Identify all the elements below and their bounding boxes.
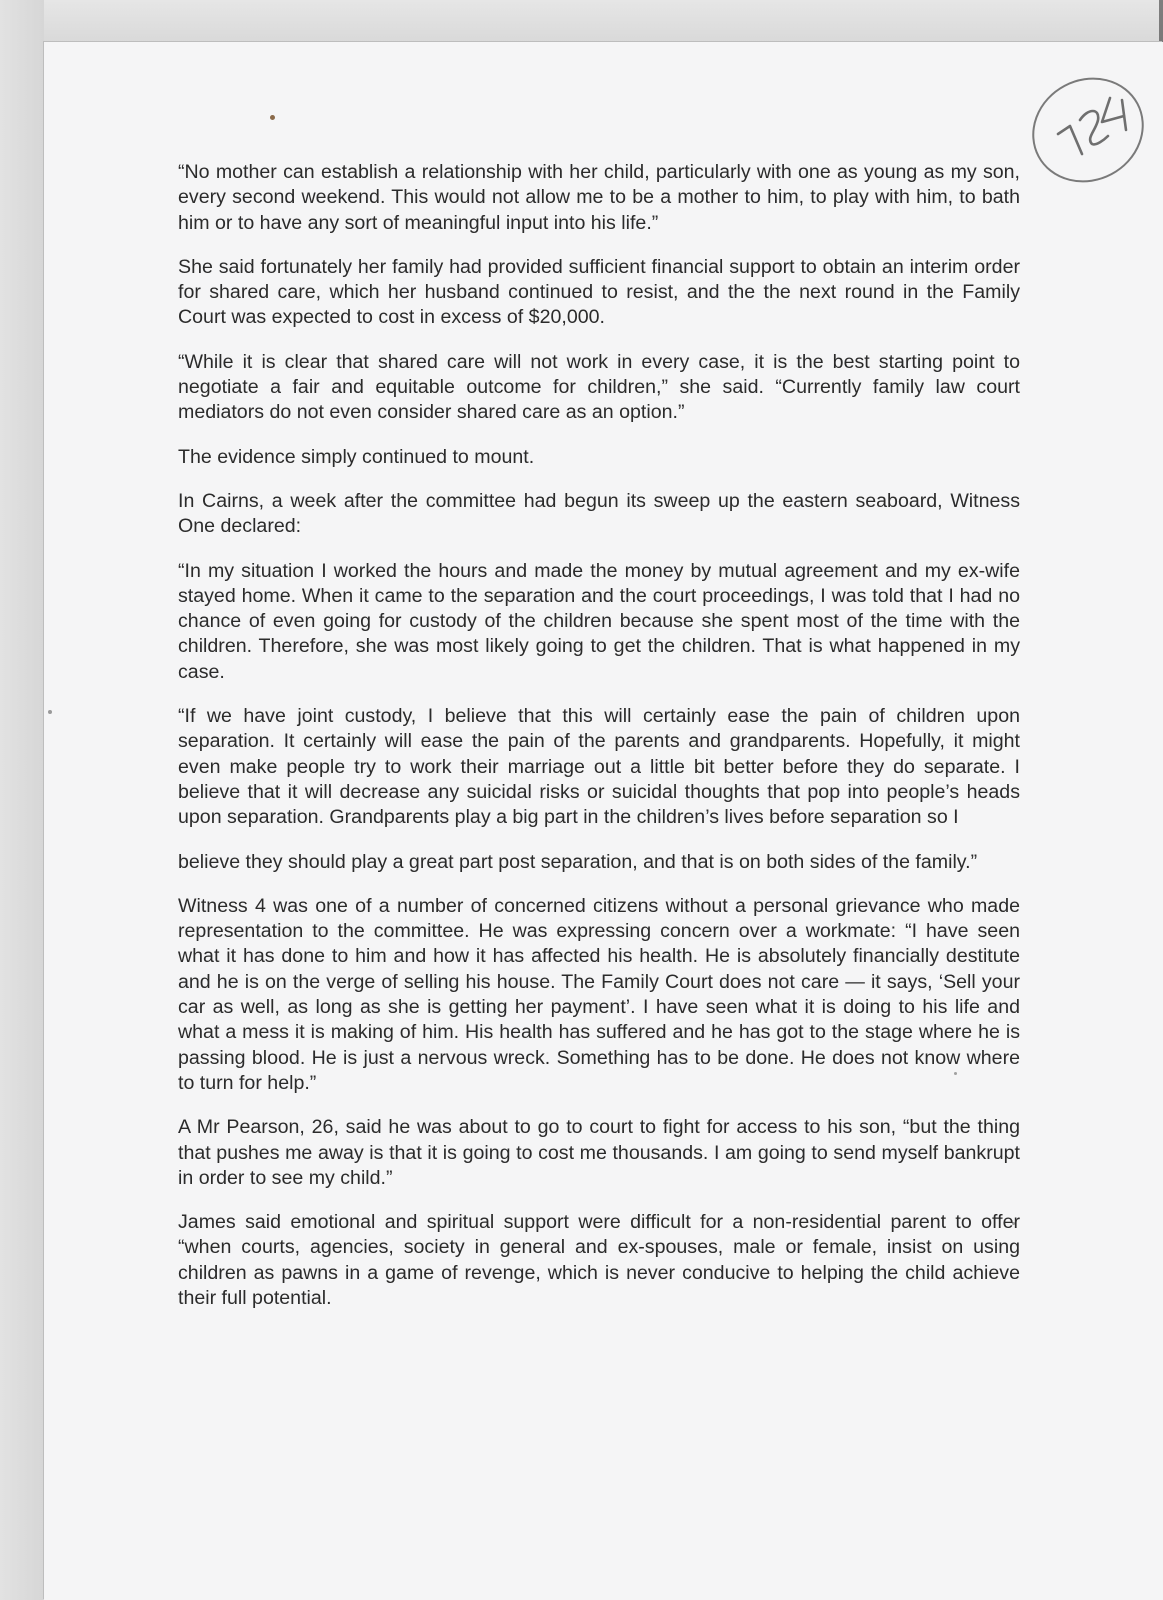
scan-background-top xyxy=(0,0,1163,42)
paragraph-9: Witness 4 was one of a number of concerned citizens without a personal grievance who made representation to the committee. He was expressing concern over a workmate: “I have seen what it has done to him and how it has affected his health. He is absolutely financially destitute and he is on the verge of selling his house. The Family Court does not care — it says, ‘Sell your car as well, as long as she is getting her payment’. I have seen what it is doing to his life and what a mess it is making of him. His health has suffered and he has got to the stage where he is passing blood. He is just a nervous wreck. Something has to be done. He does not know where to turn for help.” xyxy=(178,894,1020,1094)
paragraph-11: James said emotional and spiritual support were difficult for a non-residential parent to offer “when courts, agencies, society in general and ex-spouses, male or female, insist on using children as pawns in a game of revenge, which is never conducive to helping the child achieve their full potential. xyxy=(178,1211,1020,1309)
article-body xyxy=(178,160,1020,1330)
handwritten-page-number xyxy=(1030,70,1148,188)
scan-background-left xyxy=(0,0,44,1600)
paragraph-3: “While it is clear that shared care will not work in every case, it is the best starting point to negotiate a fair and equitable outcome for children,” she said. “Currently family law court mediators do not even consider shared care as an option.” xyxy=(178,350,1020,424)
paragraph-5: In Cairns, a week after the committee had begun its sweep up the eastern seaboard, Witness One declared: xyxy=(178,489,1020,538)
paragraph-10: A Mr Pearson, 26, said he was about to go to court to fight for access to his son, “but the thing that pushes me away is that it is going to cost me thousands. I am going to send myself bankrupt in order to see my child.” xyxy=(178,1116,1020,1189)
paragraph-7: “If we have joint custody, I believe that this will certainly ease the pain of children upon separation. It certainly will ease the pain of the parents and grandparents. Hopefully, it might even make people try to work their marriage out a little bit better before they do separate. I believe that it will decrease any suicidal risks or suicidal thoughts that pop into people’s heads upon separation. Grandparents play a big part in the children’s lives before separation so I xyxy=(178,705,1020,829)
ink-speck xyxy=(270,115,275,120)
paragraph-8: believe they should play a great part post separation, and that is on both sides of the family.” xyxy=(178,850,978,873)
paragraph-2: She said fortunately her family had provided sufficient financial support to obtain an interim order for shared care, which her husband continued to resist, and the the next round in the Family Court was expected to cost in excess of $20,000. xyxy=(178,255,1020,329)
circled-number-icon xyxy=(1030,70,1148,188)
paragraph-4: The evidence simply continued to mount. xyxy=(178,445,535,468)
paragraph-6: “In my situation I worked the hours and made the money by mutual agreement and my ex-wife stayed home. When it came to the separation and the court proceedings, I was told that I had no chance of even going for custody of the children because she spent most of the time with the children. Therefore, she was most likely going to get the children. That is what happened in my case. xyxy=(178,559,1020,683)
paragraph-1: “No mother can establish a relationship with her child, particularly with one as young as my son, every second weekend. This would not allow me to be a mother to him, to play with him, to bath him or to have any sort of meaningful input into his life.” xyxy=(178,161,1020,234)
ink-speck xyxy=(48,710,52,714)
